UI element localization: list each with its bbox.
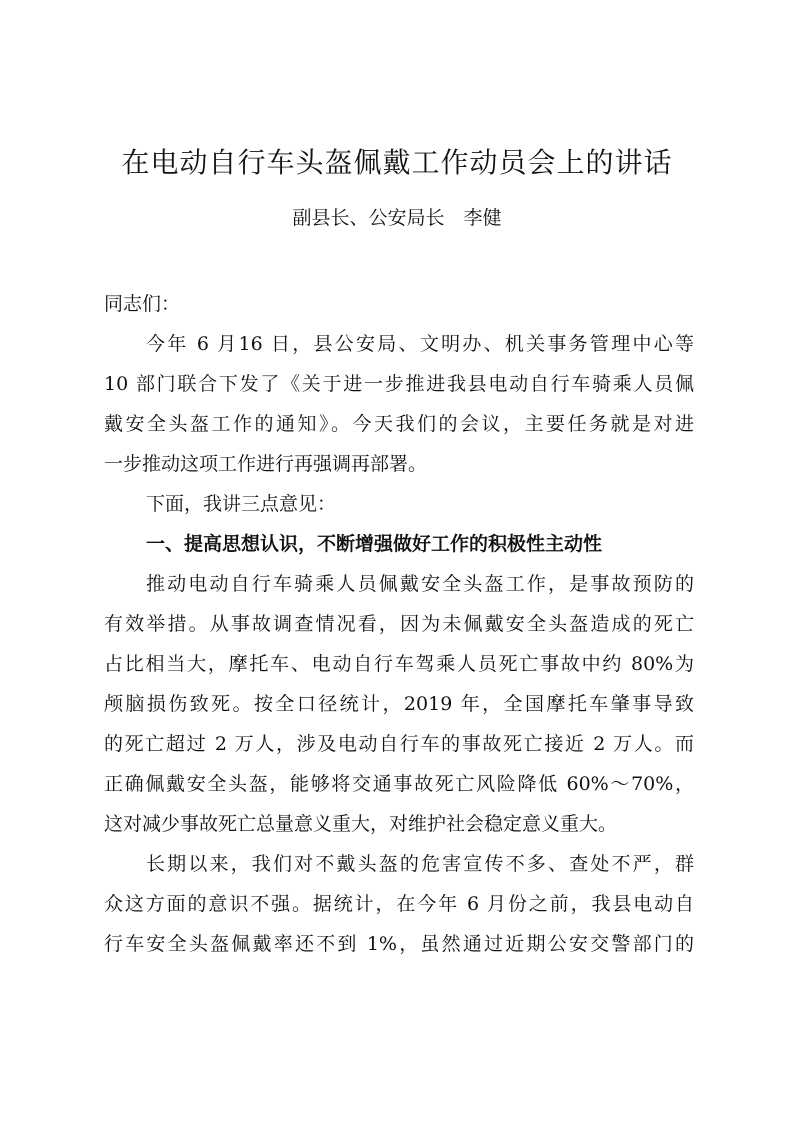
section-heading: 一、提高思想认识，不断增强做好工作的积极性主动性 (146, 533, 603, 555)
paragraph-line: 占比相当大，摩托车、电动自行车驾乘人员死亡事故中约 80%为 (104, 653, 694, 675)
paragraph-line: 长期以来，我们对不戴头盔的危害宣传不多、查处不严，群 (146, 853, 694, 875)
paragraph-line: 的死亡超过 2 万人，涉及电动自行车的事故死亡接近 2 万人。而 (104, 733, 694, 755)
paragraph-line: 下面，我讲三点意见： (146, 493, 337, 515)
paragraph-line: 有效举措。从事故调查情况看，因为未佩戴安全头盔造成的死亡 (104, 613, 694, 635)
paragraph-line: 10 部门联合下发了《关于进一步推进我县电动自行车骑乘人员佩 (104, 373, 694, 395)
paragraph-line: 今年 6 月16 日，县公安局、文明办、机关事务管理中心等 (146, 333, 694, 355)
paragraph-line: 颅脑损伤致死。按全口径统计，2019 年，全国摩托车肇事导致 (104, 693, 694, 715)
paragraph-line: 推动电动自行车骑乘人员佩戴安全头盔工作，是事故预防的 (146, 573, 694, 595)
paragraph-line: 众这方面的意识不强。据统计，在今年 6 月份之前，我县电动自 (104, 893, 694, 915)
document-body (104, 284, 694, 964)
paragraph-line: 正确佩戴安全头盔，能够将交通事故死亡风险降低 60%～70%， (104, 773, 694, 795)
paragraph-line: 一步推动这项工作进行再强调再部署。 (104, 453, 428, 475)
document-subtitle: 副县长、公安局长 李健 (292, 207, 502, 229)
paragraph-line: 行车安全头盔佩戴率还不到 1%，虽然通过近期公安交警部门的 (104, 933, 694, 955)
paragraph-line: 戴安全头盔工作的通知》。今天我们的会议，主要任务就是对进 (104, 413, 694, 435)
paragraph-line: 这对减少事故死亡总量意义重大，对维护社会稳定意义重大。 (104, 813, 618, 835)
salutation: 同志们： (104, 293, 181, 315)
document-title: 在电动自行车头盔佩戴工作动员会上的讲话 (121, 146, 673, 179)
